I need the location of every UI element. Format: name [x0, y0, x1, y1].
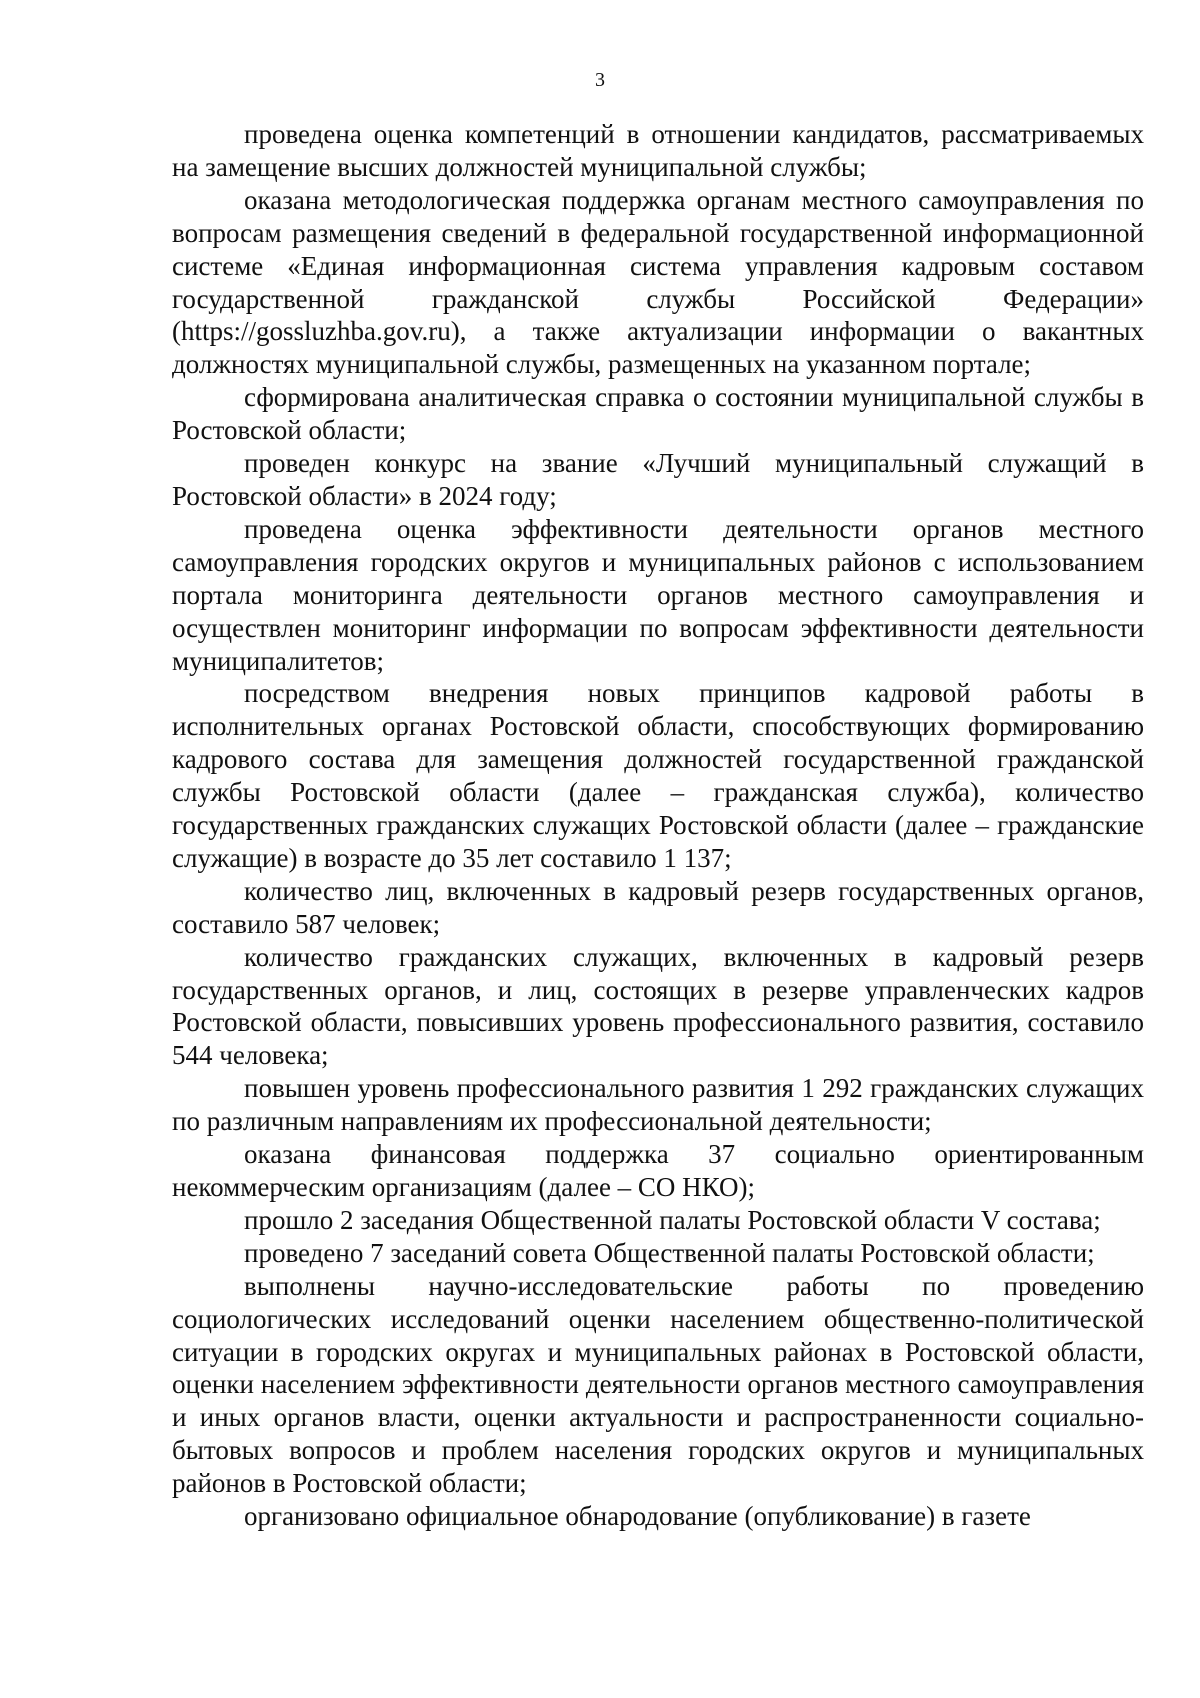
paragraph: проведена оценка эффективности деятельности органов местного самоуправления городских округов и муниципальных районов с использованием портала мониторинга деятельности органов местного самоуправления и осуществлен мониторинг информации по вопросам эффективности деятельности муниципалитетов; [172, 513, 1144, 676]
paragraph: выполнены научно-исследовательские работы по проведению социологических исследований оценки населением общественно-политической ситуации в городских округах и муниципальных районах в Ростовской области, оценки населением эффективности деятельности органов местного самоуправления и иных органов власти, оценки актуальности и распространенности социально-бытовых вопросов и проблем населения городских округов и муниципальных районов в Ростовской области; [172, 1270, 1144, 1499]
paragraph: оказана финансовая поддержка 37 социально ориентированным некоммерческим организациям (далее – СО НКО); [172, 1139, 1144, 1202]
document-body [172, 118, 1144, 1533]
paragraph: оказана методологическая поддержка органам местного самоуправления по вопросам размещения сведений в федеральной государственной информационной системе «Единая информационная система управления кадровым составом государственной гражданской службы Российской Федерации» (https://gossluzhba.gov.ru), а также актуализации информации о вакантных должностях муниципальной службы, размещенных на указанном портале; [172, 184, 1144, 380]
paragraph: количество лиц, включенных в кадровый резерв государственных органов, составило 587 человек; [172, 875, 1144, 939]
paragraph: проведено 7 заседаний совета Общественной палаты Ростовской области; [244, 1237, 1095, 1268]
paragraph: сформирована аналитическая справка о состоянии муниципальной службы в Ростовской области; [172, 382, 1144, 446]
paragraph: организовано официальное обнародование (опубликование) в газете [244, 1501, 1031, 1532]
paragraph: проведена оценка компетенций в отношении кандидатов, рассматриваемых на замещение высших должностей муниципальной службы; [172, 119, 1144, 182]
paragraph: посредством внедрения новых принципов кадровой работы в исполнительных органах Ростовской области, способствующих формированию кадрового состава для замещения должностей государственной гражданской службы Ростовской области (далее – гражданская служба), количество государственных гражданских служащих Ростовской области (далее – гражданские служащие) в возрасте до 35 лет составило 1 137; [172, 678, 1144, 873]
paragraph: повышен уровень профессионального развития 1 292 гражданских служащих по различным направлениям их профессиональной деятельности; [172, 1073, 1144, 1137]
page-number: 3 [595, 69, 605, 91]
paragraph: проведен конкурс на звание «Лучший муниципальный служащий в Ростовской области» в 2024 году; [172, 448, 1144, 511]
paragraph: прошло 2 заседания Общественной палаты Ростовской области V состава; [244, 1204, 1101, 1235]
paragraph: количество гражданских служащих, включенных в кадровый резерв государственных органов, и лиц, состоящих в резерве управленческих кадров Ростовской области, повысивших уровень профессионального развития, составило 544 человека; [172, 941, 1144, 1071]
